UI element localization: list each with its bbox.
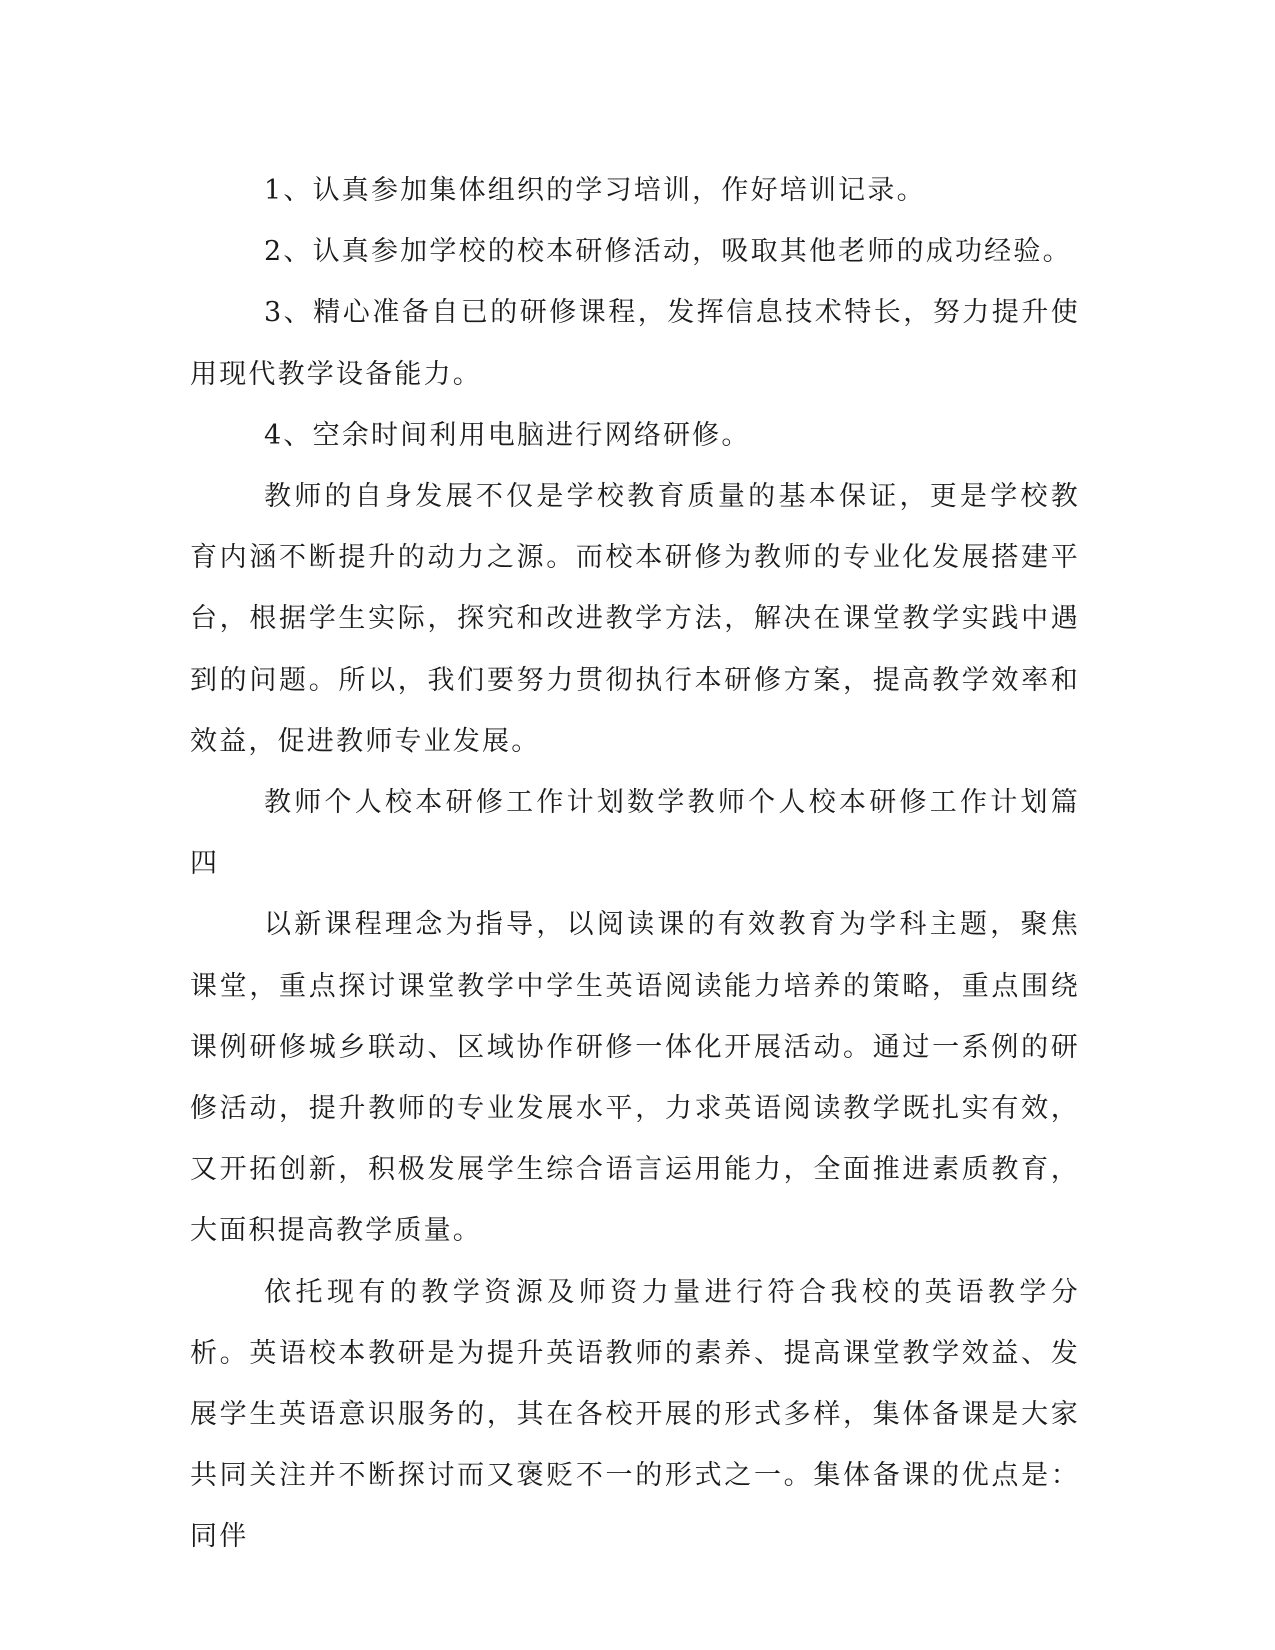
paragraph-item-4: 4、空余时间利用电脑进行网络研修。 [264,419,751,451]
paragraph-item-1: 1、认真参加集体组织的学习培训，作好培训记录。 [264,175,926,206]
paragraph-resource-analysis: 依托现有的教学资源及师资力量进行符合我校的英语教学分析。英语校本教研是为提升英语教师的素养、提高课堂教学效益、发展学生英语意识服务的，其在各校开展的形式多样，集体备课是大家共同关注并不断探讨而又褒贬不一的形式之一。集体备课的优点是：同伴 [190,1276,1080,1553]
paragraph-item-3: 3、精心准备自已的研修课程，发挥信息技术特长，努力提升使用现代教学设备能力。 [190,297,1080,390]
document-body [190,160,1080,1568]
paragraph-guiding-principle: 以新课程理念为指导，以阅读课的有效教育为学科主题，聚焦课堂，重点探讨课堂教学中学生英语阅读能力培养的策略，重点围绕课例研修城乡联动、区域协作研修一体化开展活动。通过一系例的研修活动，提升教师的专业发展水平，力求英语阅读教学既扎实有效，又开拓创新，积极发展学生综合语言运用能力，全面推进素质教育，大面积提高教学质量。 [190,909,1080,1247]
paragraph-teacher-development: 教师的自身发展不仅是学校教育质量的基本保证，更是学校教育内涵不断提升的动力之源。而校本研修为教师的专业化发展搭建平台，根据学生实际，探究和改进教学方法，解决在课堂教学实践中遇到的问题。所以，我们要努力贯彻执行本研修方案，提高教学效率和效益，促进教师专业发展。 [190,481,1080,757]
section-heading: 教师个人校本研修工作计划数学教师个人校本研修工作计划篇四 [190,787,1080,880]
paragraph-item-2: 2、认真参加学校的校本研修活动，吸取其他老师的成功经验。 [264,236,1072,268]
